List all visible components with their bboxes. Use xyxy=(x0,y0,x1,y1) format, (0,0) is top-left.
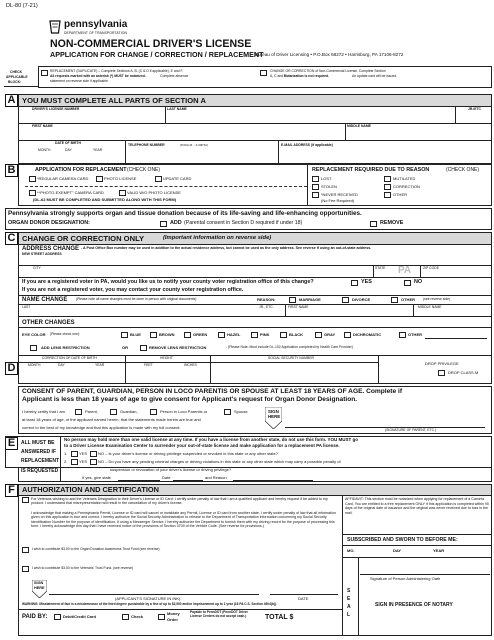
loco-parentis-checkbox[interactable] xyxy=(150,409,157,415)
mutilated-label: MUTILATED xyxy=(393,176,416,181)
feet-label: FEET xyxy=(144,363,153,367)
section-c-title-note: (Important information on reverse side) xyxy=(163,235,272,241)
stolen-checkbox[interactable] xyxy=(312,184,319,190)
eye-hazel-label: HAZEL xyxy=(227,332,241,337)
drop-privilege-label: DROP PRIVILEGE xyxy=(425,361,459,366)
section-d-letter: D xyxy=(5,362,18,375)
applicant-signature-field[interactable] xyxy=(49,582,259,593)
keystone-logo-icon xyxy=(48,20,62,34)
subscribed-label: SUBSCRIBED AND SWORN TO BEFORE ME: xyxy=(347,537,458,543)
dob-label: DATE OF BIRTH xyxy=(55,141,81,145)
organ-fund-checkbox[interactable] xyxy=(22,547,29,553)
dob-day-label: DAY xyxy=(58,363,65,367)
first-name-label: FIRST NAME xyxy=(32,124,53,128)
organ-add-checkbox[interactable] xyxy=(160,221,167,227)
eye-blue-checkbox[interactable] xyxy=(121,332,128,338)
section-e-box: REPLACEMENT xyxy=(21,458,60,464)
valid-wo-photo-label: VALID W/O PHOTO LICENSE xyxy=(127,190,181,195)
section-e-letter: E xyxy=(5,437,18,450)
money-order-label: Money xyxy=(167,611,180,616)
eye-other-label: OTHER xyxy=(408,332,422,337)
section-e-box: ALL MUST BE xyxy=(21,440,55,446)
signature-date-field[interactable] xyxy=(270,582,338,593)
organ-fund-text: I wish to contribute $3.00 to the Organ Donation Awareness Trust Fund (see reverse). xyxy=(32,547,161,551)
regular-camera-checkbox[interactable] xyxy=(29,176,36,182)
reason-title: REPLACEMENT REQUIRED DUE TO REASON xyxy=(312,167,430,173)
sign-here-label: HERE xyxy=(34,586,45,590)
section-d-title: CONSENT OF PARENT, GUARDIAN, PERSON IN LOCO PARENTIS OR SPOUSE AT LEAST 18 YEARS OF AGE. Complete if xyxy=(22,388,403,395)
eye-blue-label: BLUE xyxy=(130,332,141,337)
valid-wo-photo-checkbox[interactable] xyxy=(119,190,126,196)
replacement-checkbox[interactable] xyxy=(41,70,48,76)
marriage-label: MARRIAGE xyxy=(299,297,321,302)
correction-label: CORRECTION xyxy=(393,184,420,189)
money-order-label: Order xyxy=(167,617,178,622)
eye-black-label: BLACK xyxy=(289,332,303,337)
reason-label: REASON: xyxy=(257,297,276,302)
eye-dichromatic-label: DICHROMATIC xyxy=(353,332,382,337)
name-change-note: (Please note all name changes must be done in person with original documents) xyxy=(76,297,197,301)
eye-dichromatic-checkbox[interactable] xyxy=(344,332,351,338)
notary-day-label: DAY xyxy=(393,548,402,553)
inches-label: INCHES xyxy=(184,363,197,367)
ssn-label: SOCIAL SECURITY NUMBER xyxy=(268,356,314,360)
section-b-title: APPLICATION FOR REPLACEMENT xyxy=(35,167,127,173)
q2-no-checkbox[interactable] xyxy=(90,459,97,465)
replacement-text: REPLACEMENT (DUPLICATE) – Complete Sections A, B, (C & D if applicable), E and F. xyxy=(50,69,184,73)
zip-label: ZIP CODE xyxy=(423,266,439,270)
eye-green-label: GREEN xyxy=(193,332,208,337)
veterans-designation-checkbox[interactable] xyxy=(22,497,29,503)
dob-day-label: DAY xyxy=(65,148,72,152)
seal-letter: E xyxy=(347,596,351,602)
spouse-label: Spouse xyxy=(234,409,248,414)
debit-credit-checkbox[interactable] xyxy=(54,614,61,620)
date-label: DATE xyxy=(298,596,309,601)
address-change-note: - A Post Office Box number may be used in addition to the actual residence address, but cannot be used as the only address. See reverse if using an out-of-state address. xyxy=(81,246,372,250)
new-street-label: NEW STREET ADDRESS xyxy=(22,252,62,256)
notary-month-label: MO. xyxy=(347,548,355,553)
eye-pink-checkbox[interactable] xyxy=(251,332,258,338)
lost-label: LOST xyxy=(321,176,332,181)
voter-yes-checkbox[interactable] xyxy=(351,280,358,286)
never-received-note: (No Fee Required) xyxy=(321,198,355,203)
jr-etc-label: JR./ETC xyxy=(468,107,481,111)
change-correction-checkbox[interactable] xyxy=(260,70,267,76)
form-code: DL-80 (7-21) xyxy=(6,3,38,9)
check-payment-checkbox[interactable] xyxy=(122,614,129,620)
section-b-letter: B xyxy=(5,164,18,177)
sign-here-label: SIGN xyxy=(34,581,44,585)
first-name-input[interactable] xyxy=(32,130,342,139)
affidavit-text: AFFIDAVIT: This section must be notarized when applying for replacement of a Camera Card. You are entitled to a free replacement ONLY if this application is completed within 90 days of the original date of issuance and the original was never received due to loss in the mail. xyxy=(345,497,489,515)
seal-letter: A xyxy=(347,604,351,610)
section-b-title-note: (CHECK ONE) xyxy=(127,167,161,173)
form-title: NON-COMMERCIAL DRIVER'S LICENSE xyxy=(50,38,252,50)
section-e-box: IS REQUESTED xyxy=(21,468,59,474)
q1-yes-label: YES xyxy=(79,451,88,456)
add-lens-checkbox[interactable] xyxy=(30,345,37,351)
eye-green-checkbox[interactable] xyxy=(184,332,191,338)
parent-checkbox[interactable] xyxy=(75,409,82,415)
q1-yes-checkbox[interactable] xyxy=(71,451,78,457)
telephone-label: TELEPHONE NUMBER xyxy=(128,143,165,147)
dl-number-label: DRIVER'S LICENSE NUMBER xyxy=(32,107,80,111)
photo-exempt-label: **PHOTO-EXEMPT" CAMERA CARD xyxy=(37,190,104,195)
other-reason-label: OTHER xyxy=(393,192,407,197)
notary-signature-label: Signature of Person Administering Oath xyxy=(370,576,441,581)
parent-signature-label: (SIGNATURE OF PARENT, ETC.) xyxy=(385,428,437,432)
jr-label: JR., ETC. xyxy=(259,305,274,309)
replacement-text: Complete absence xyxy=(160,74,189,78)
seal-letter: L xyxy=(347,612,351,618)
debit-credit-label: Debit/Credit Card xyxy=(63,614,96,619)
logo-dept: DEPARTMENT OF TRANSPORTATION xyxy=(64,31,128,35)
city-label: CITY xyxy=(33,266,41,270)
last-name-input[interactable] xyxy=(167,113,453,122)
eye-color-note: (Please check one): xyxy=(50,332,80,336)
q2-text: suspension or revocation of your driver's license or driving privilege? xyxy=(110,467,232,472)
veterans-fund-text: I wish to contribute $3.00 to the Veterans' Trust Fund. (see reverse) xyxy=(32,566,134,570)
drop-class-m-checkbox[interactable] xyxy=(438,370,445,376)
name-change-title: NAME CHANGE xyxy=(22,297,68,303)
spouse-checkbox[interactable] xyxy=(224,409,231,415)
mutilated-checkbox[interactable] xyxy=(384,176,391,182)
section-e-title: to a Driver License Examination Center to surrender your out-of-state license and make application for a replacement PA license. xyxy=(64,443,340,448)
check-label: CHECK xyxy=(10,70,23,74)
remove-lens-checkbox[interactable] xyxy=(140,345,147,351)
change-text: A, C and F. xyxy=(270,74,287,78)
other-name-checkbox[interactable] xyxy=(391,297,398,303)
eye-black-checkbox[interactable] xyxy=(280,332,287,338)
total-label: TOTAL $ xyxy=(265,614,294,621)
lens-note: - (Please Note: Must include DL-102 Application completed by Health Care Provider) xyxy=(226,345,353,349)
divorce-label: DIVORCE xyxy=(352,297,371,302)
regular-camera-label: *REGULAR CAMERA CARD xyxy=(37,176,89,181)
q2-text: NO – Do you have any pending criminal charges or driving violations in this state or any other state which may carry a possible penalty of xyxy=(98,459,341,464)
divorce-checkbox[interactable] xyxy=(342,297,349,303)
section-f-title: AUTHORIZATION AND CERTIFICATION xyxy=(22,485,159,494)
reason-note: (CHECK ONE) xyxy=(446,167,480,173)
correction-dob-label: CORRECTION OF DATE OF BIRTH xyxy=(42,356,97,360)
dl-number-input[interactable] xyxy=(32,113,162,122)
replacement-text: All requests marked with an asterisk (*) MUST be notarized. xyxy=(50,74,146,78)
q2-yes-label: YES xyxy=(79,459,88,464)
section-f-letter: F xyxy=(5,484,18,497)
add-lens-label: ADD LENS RESTRICTION xyxy=(41,345,90,350)
marriage-checkbox[interactable] xyxy=(289,297,296,303)
veterans-fund-checkbox[interactable] xyxy=(22,566,29,572)
form-address: Bureau of Driver Licensing • P.O.Box 68272 • Harrisburg, PA 17106-8272 xyxy=(255,52,404,57)
acknowledgement-text: I acknowledge that making a Pennsylvania Permit, License or ID card will cancel or invalidate any Permit, License or ID card from another state. I certify under penalty of law that all information given on this application is true and correct. I hereby authorize the Social Security Administration to release to the Department of Transportation information concerning my Social Security Identification Number for the purpose of identification. If using a Messenger Service, I hereby authorize the Department to furnish them with my driving record for the purpose of processing this form. I hereby acknowledge this day that I have received notice of the provisions of Section 3709 of the Vehicle Code. (See reverse for provisions.) xyxy=(31,511,336,529)
section-a-title: YOU MUST COMPLETE ALL PARTS OF SECTION A xyxy=(22,96,206,105)
lost-checkbox[interactable] xyxy=(312,176,319,182)
section-a-letter: A xyxy=(5,94,18,107)
dob-year-label: YEAR xyxy=(95,363,105,367)
voter-no-checkbox[interactable] xyxy=(404,280,411,286)
eye-brown-checkbox[interactable] xyxy=(150,332,157,338)
height-label: HEIGHT xyxy=(160,356,173,360)
middle-name-label: MIDDLE NAME xyxy=(347,124,371,128)
first-label: FIRST NAME xyxy=(288,305,309,309)
update-card-checkbox[interactable] xyxy=(155,176,162,182)
sign-here-label: HERE xyxy=(268,414,281,419)
seal-letter: S xyxy=(347,588,351,594)
guardian-label: Guardian, xyxy=(120,409,138,414)
section-d-title: Applicant is less than 18 years of age to give consent for Applicant's request for Organ Donor Designation. xyxy=(22,396,358,403)
section-e-title: No person may hold more than one valid license at any time. If you have a license from another state, do not use this form. YOU MUST go xyxy=(64,437,358,442)
section-c-letter: C xyxy=(5,232,18,245)
organ-add-note: (Parental consent in Section D required if under 18) xyxy=(184,220,303,226)
dl62-note: (DL-62 MUST BE COMPLETED AND SUBMITTED ALONG WITH THIS FORM) xyxy=(33,197,177,202)
drop-class-m-label: DROP CLASS M xyxy=(448,370,479,375)
applicant-signature-label: (APPLICANT'S SIGNATURE IN INK) xyxy=(115,596,181,601)
voter-yes-label: YES xyxy=(361,279,372,285)
notary-presence-label: SIGN IN PRESENCE OF NOTARY xyxy=(375,602,453,608)
photo-exempt-checkbox[interactable] xyxy=(29,190,36,196)
eye-gray-label: GRAY xyxy=(324,332,336,337)
last-name-label: LAST NAME xyxy=(167,107,187,111)
if-yes-label: If yes, give state xyxy=(82,475,111,480)
organ-remove-label: REMOVE xyxy=(380,220,404,226)
date-label: Date xyxy=(162,475,171,480)
reason-label: and Reason xyxy=(205,475,227,480)
voter-no-label: NO xyxy=(414,279,423,285)
payable-note: Payable to PennDOT (PennDOT Driver License Centers do not accept cash.) xyxy=(190,610,248,618)
organ-donation-text: Pennsylvania strongly supports organ and tissue donation because of its life-saving and life-enhancing opportunities. xyxy=(8,210,362,217)
change-text: Notarization is not required. xyxy=(284,74,330,78)
eye-pink-label: PINK xyxy=(260,332,270,337)
other-reason-checkbox[interactable] xyxy=(384,192,391,198)
warning-text: WARNING: Misstatement of fact is a misdemeanor of the third degree punishable by a fine of up to $2,500 and/or imprisonment up to 1 year (18 PA C.S. Section 4904(b)). xyxy=(22,602,277,606)
q2-yes-checkbox[interactable] xyxy=(71,459,78,465)
form-subtitle: APPLICATION FOR CHANGE / CORRECTION / REPLACEMENT xyxy=(50,50,264,59)
remove-lens-label: REMOVE LENS RESTRICTION xyxy=(149,345,207,350)
q1-text: NO – Is your driver's license or driving privilege suspended or revoked in this state or any other state? xyxy=(98,451,278,456)
other-changes-title: OTHER CHANGES xyxy=(22,320,75,326)
paid-by-label: PAID BY: xyxy=(22,614,48,620)
dob-month-label: MONTH xyxy=(28,363,41,367)
question-number: 1. xyxy=(64,451,68,456)
check-label: BLOCK: xyxy=(8,80,22,84)
eye-brown-label: BROWN xyxy=(159,332,175,337)
check-payment-label: Check xyxy=(131,614,144,619)
eye-color-label: EYE COLOR xyxy=(22,332,46,337)
middle-label: MIDDLE NAME xyxy=(418,305,442,309)
email-label: E-MAIL ADDRESS (if applicable) xyxy=(281,143,333,147)
other-name-note: (see reverse side) xyxy=(423,297,451,301)
voter-question: If you are a registered voter in PA, would you like us to notify your county voter registration office of this change? xyxy=(22,279,314,285)
logo-state: pennsylvania xyxy=(64,19,128,30)
veterans-text: For Veterans wishing to add the Veterans Designation to their Driver's License or ID Card: I certify under penalty of law that I am a qualified applicant and hereby request it be added to my product. I understand that misrepresentation will result in the cancellation of my driver's license. xyxy=(31,497,328,506)
organ-designation-label: ORGAN DONOR DESIGNATION: xyxy=(8,220,90,226)
photo-license-label: PHOTO LICENSE xyxy=(104,176,137,181)
change-text: An update card will be issued. xyxy=(352,74,398,78)
dob-month-label: MONTH xyxy=(38,148,51,152)
correction-checkbox[interactable] xyxy=(384,184,391,190)
last-label: LAST xyxy=(22,305,31,309)
check-label: APPLICABLE xyxy=(6,75,28,79)
update-card-label: UPDATE CARD xyxy=(163,176,192,181)
eye-hazel-checkbox[interactable] xyxy=(218,332,225,338)
never-received-label: *NEVER RECEIVED xyxy=(321,192,358,197)
question-number: 2. xyxy=(64,459,68,464)
other-name-label: OTHER xyxy=(401,297,415,302)
eye-other-checkbox[interactable] xyxy=(399,332,406,338)
certify-text: correct to the best of my knowledge and that this application is made with my full consent. xyxy=(22,425,181,430)
parent-label: Parent, xyxy=(85,409,98,414)
section-e-box: ANSWERED IF xyxy=(21,449,56,455)
voter-note: If you are not a registered voter, you may contact your county voter registration office. xyxy=(22,287,244,293)
address-change-title: ADDRESS CHANGE xyxy=(22,246,80,252)
notary-year-label: YEAR xyxy=(433,548,445,553)
loco-parentis-label: Person in Loco Parentis or xyxy=(160,409,208,414)
sign-here-label: SIGN xyxy=(268,409,279,414)
or-label: OR xyxy=(122,345,128,350)
parent-signature-field[interactable] xyxy=(285,416,485,426)
state-value: PA xyxy=(398,265,412,276)
telephone-hours: (8:00A.M. - 4:30P.M.) xyxy=(180,143,209,147)
replacement-text: statement on reverse side if applicable. xyxy=(50,79,109,83)
state-label: STATE xyxy=(375,266,386,270)
organ-add-label: ADD xyxy=(170,220,182,226)
dob-year-label: YEAR xyxy=(93,148,103,152)
section-c-title: CHANGE OR CORRECTION ONLY xyxy=(22,234,145,243)
q1-no-checkbox[interactable] xyxy=(90,451,97,457)
certify-text: at least 18 years of age, of the applicant named herein, that the statements made herein are true and xyxy=(22,417,201,422)
stolen-label: STOLEN xyxy=(321,184,337,189)
eye-gray-checkbox[interactable] xyxy=(315,332,322,338)
change-text: CHANGE OR CORRECTION of Non-Commercial License. Complete Section xyxy=(270,69,386,73)
total-input[interactable] xyxy=(300,611,340,623)
money-order-checkbox[interactable] xyxy=(158,614,165,620)
photo-license-checkbox[interactable] xyxy=(96,176,103,182)
never-received-checkbox[interactable] xyxy=(312,192,319,198)
organ-remove-checkbox[interactable] xyxy=(370,221,377,227)
certify-label: I hereby certify that I am xyxy=(22,409,65,414)
guardian-checkbox[interactable] xyxy=(110,409,117,415)
